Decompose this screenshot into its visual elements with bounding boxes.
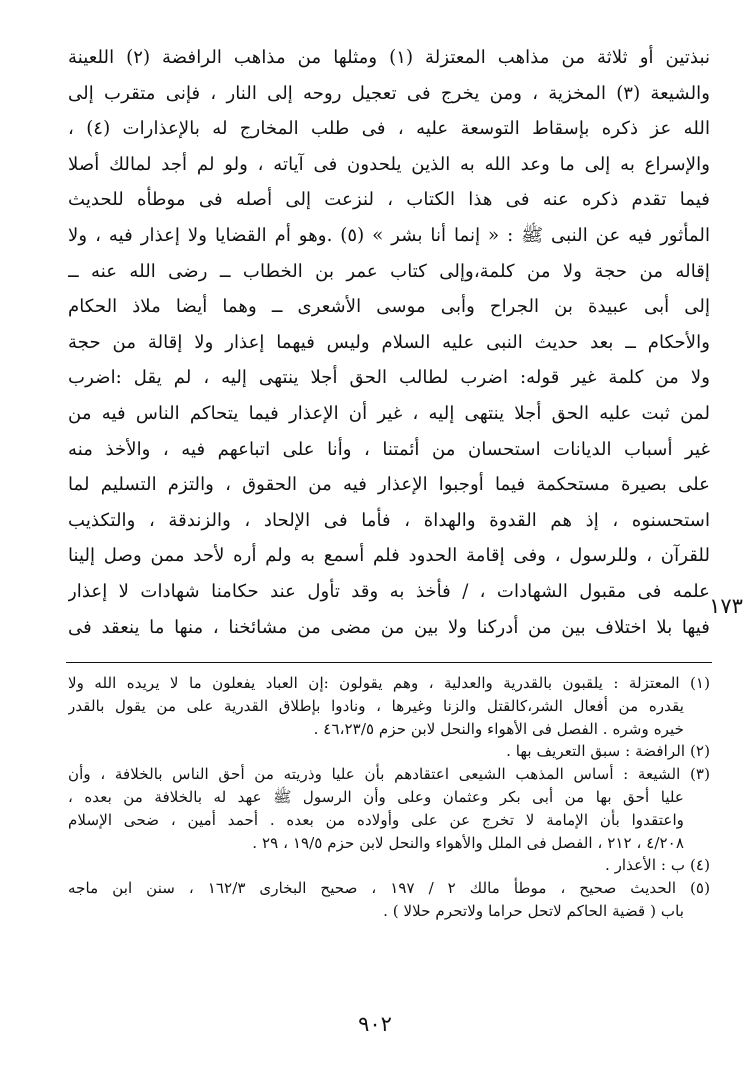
text-line: غير أسباب الديانات استحسان من أئمتنا ، وأنا على اتباعهم فيه ، والأخذ منه [68,438,710,460]
manuscript-folio-number: ١٧٣ [709,594,743,618]
text-line: ولا من كلمة غير قوله: اضرب لطالب الحق أجلا ينتهى إليه ، لم يقل :اضرب [68,367,710,389]
text-line: والشيعة (٣) المخزية ، ومن يخرج فى تعجيل روحه إلى النار ، فإنى متقرب إلى [68,82,710,104]
text-line: لمن ثبت عليه الحق أجلا ينتهى إليه ، غير أن الإعذار فيما يتحاكم الناس فيه من [68,402,710,424]
footnote-divider [66,662,712,663]
text-line: المأثور فيه عن النبى ﷺ : « إنما أنا بشر » (٥) .وهو أم القضايا ولا إعذار فيه ، ولا [68,224,710,246]
text-line: الله عز ذكره بإسقاط التوسعة عليه ، فى طلب المخارج له بالإعذارات (٤) ، [68,118,710,140]
footnote-line: (١) المعتزلة : يلقبون بالقدرية والعدلية ، وهم يقولون :إن العباد يفعلون ما لا يريده الله ولا [68,674,710,692]
text-line: على بصيرة مستحكمة فيما أوجبوا الإعذار فيه من الحقوق ، والتزم التسليم لما [68,474,710,496]
footnote-line: واعتقدوا بأن الإمامة لا تخرج عن على وأولاده من بعده . أحمد أمين ، ضحى الإسلام [68,810,684,829]
footnotes-block [68,672,710,923]
text-line: علمه فى مقبول الشهادات ، / فأخذ به وقد تأول عند حكامنا شهادات لا إعذار [68,580,710,602]
text-line: والإسراع به إلى ما وعد الله به الذين يلحدون فى آياته ، ولو لم أجد لمالك أصلا [68,153,710,175]
text-line: إلى أبى عبيدة بن الجراح وأبى موسى الأشعرى ــ وهما أيضا ملاذ الحكام [68,296,710,318]
footnote-line: يقدره من أفعال الشر،كالقتل والزنا وغيرها ، ونادوا بإطلاق القدرية على من يقول بالقدر [68,696,684,715]
text-line: نبذتين أو ثلاثة من مذاهب المعتزلة (١) ومثلها من مذاهب الرافضة (٢) اللعينة [68,47,710,68]
footnote-line: (٥) الحديث صحيح ، موطأ مالك ٢ / ١٩٧ ، صحيح البخارى ١٦٢/٣ ، سنن ابن ماجه [68,879,710,898]
footnote-line: ٤/٢٠٨ ، ٢١٢ ، الفصل فى الملل والأهواء والنحل لابن حزم ١٩/٥ ، ٢٩ . [252,833,684,852]
footnote-line: (٤) ب : الأعذار . [604,856,710,875]
text-line: إقاله من حجة ولا من كلمة،وإلى كتاب عمر بن الخطاب ــ رضى الله عنه ــ [68,260,710,282]
text-line: والأحكام ــ بعد حديث النبى عليه السلام وليس فيهما إعذار ولا إقالة من حجة [68,331,710,353]
text-line: فيها بلا اختلاف بين من أدركنا ولا بين من مضى من مشائخنا ، منها ما ينعقد فى [68,616,710,638]
footnote-line: (٢) الرافضة : سبق التعريف بها . [506,742,710,761]
footnote-line: باب ( قضية الحاكم لاتحل حراما ولاتحرم حلالا ) . [383,901,684,920]
text-line: استحسنوه ، إذ هم القدوة والهداة ، فأما فى الإلحاد ، والزندقة ، والتكذيب [68,509,710,531]
page-number: ٩٠٢ [358,1012,392,1036]
main-text-block [68,40,710,645]
footnote-line: عليا أحق بها من أبى بكر وعثمان وعلى وأن الرسول ﷺ عهد له بالخلافة من بعده ، [68,787,684,806]
text-line: فيما تقدم ذكره عنه فى هذا الكتاب ، لنزعت إلى أصله فى موطأه للحديث [68,189,710,211]
footnote-line: خيره وشره . الفصل فى الأهواء والنحل لابن حزم ٤٦،٢٣/٥ . [313,719,684,738]
footnote-line: (٣) الشيعة : أساس المذهب الشيعى اعتقادهم بأن عليا وذريته من أحق الناس بالخلافة ، وأن [68,765,710,784]
text-line: للقرآن ، وللرسول ، وفى إقامة الحدود فلم أسمع به ولم أره لأحد ممن وصل إلينا [68,545,710,567]
